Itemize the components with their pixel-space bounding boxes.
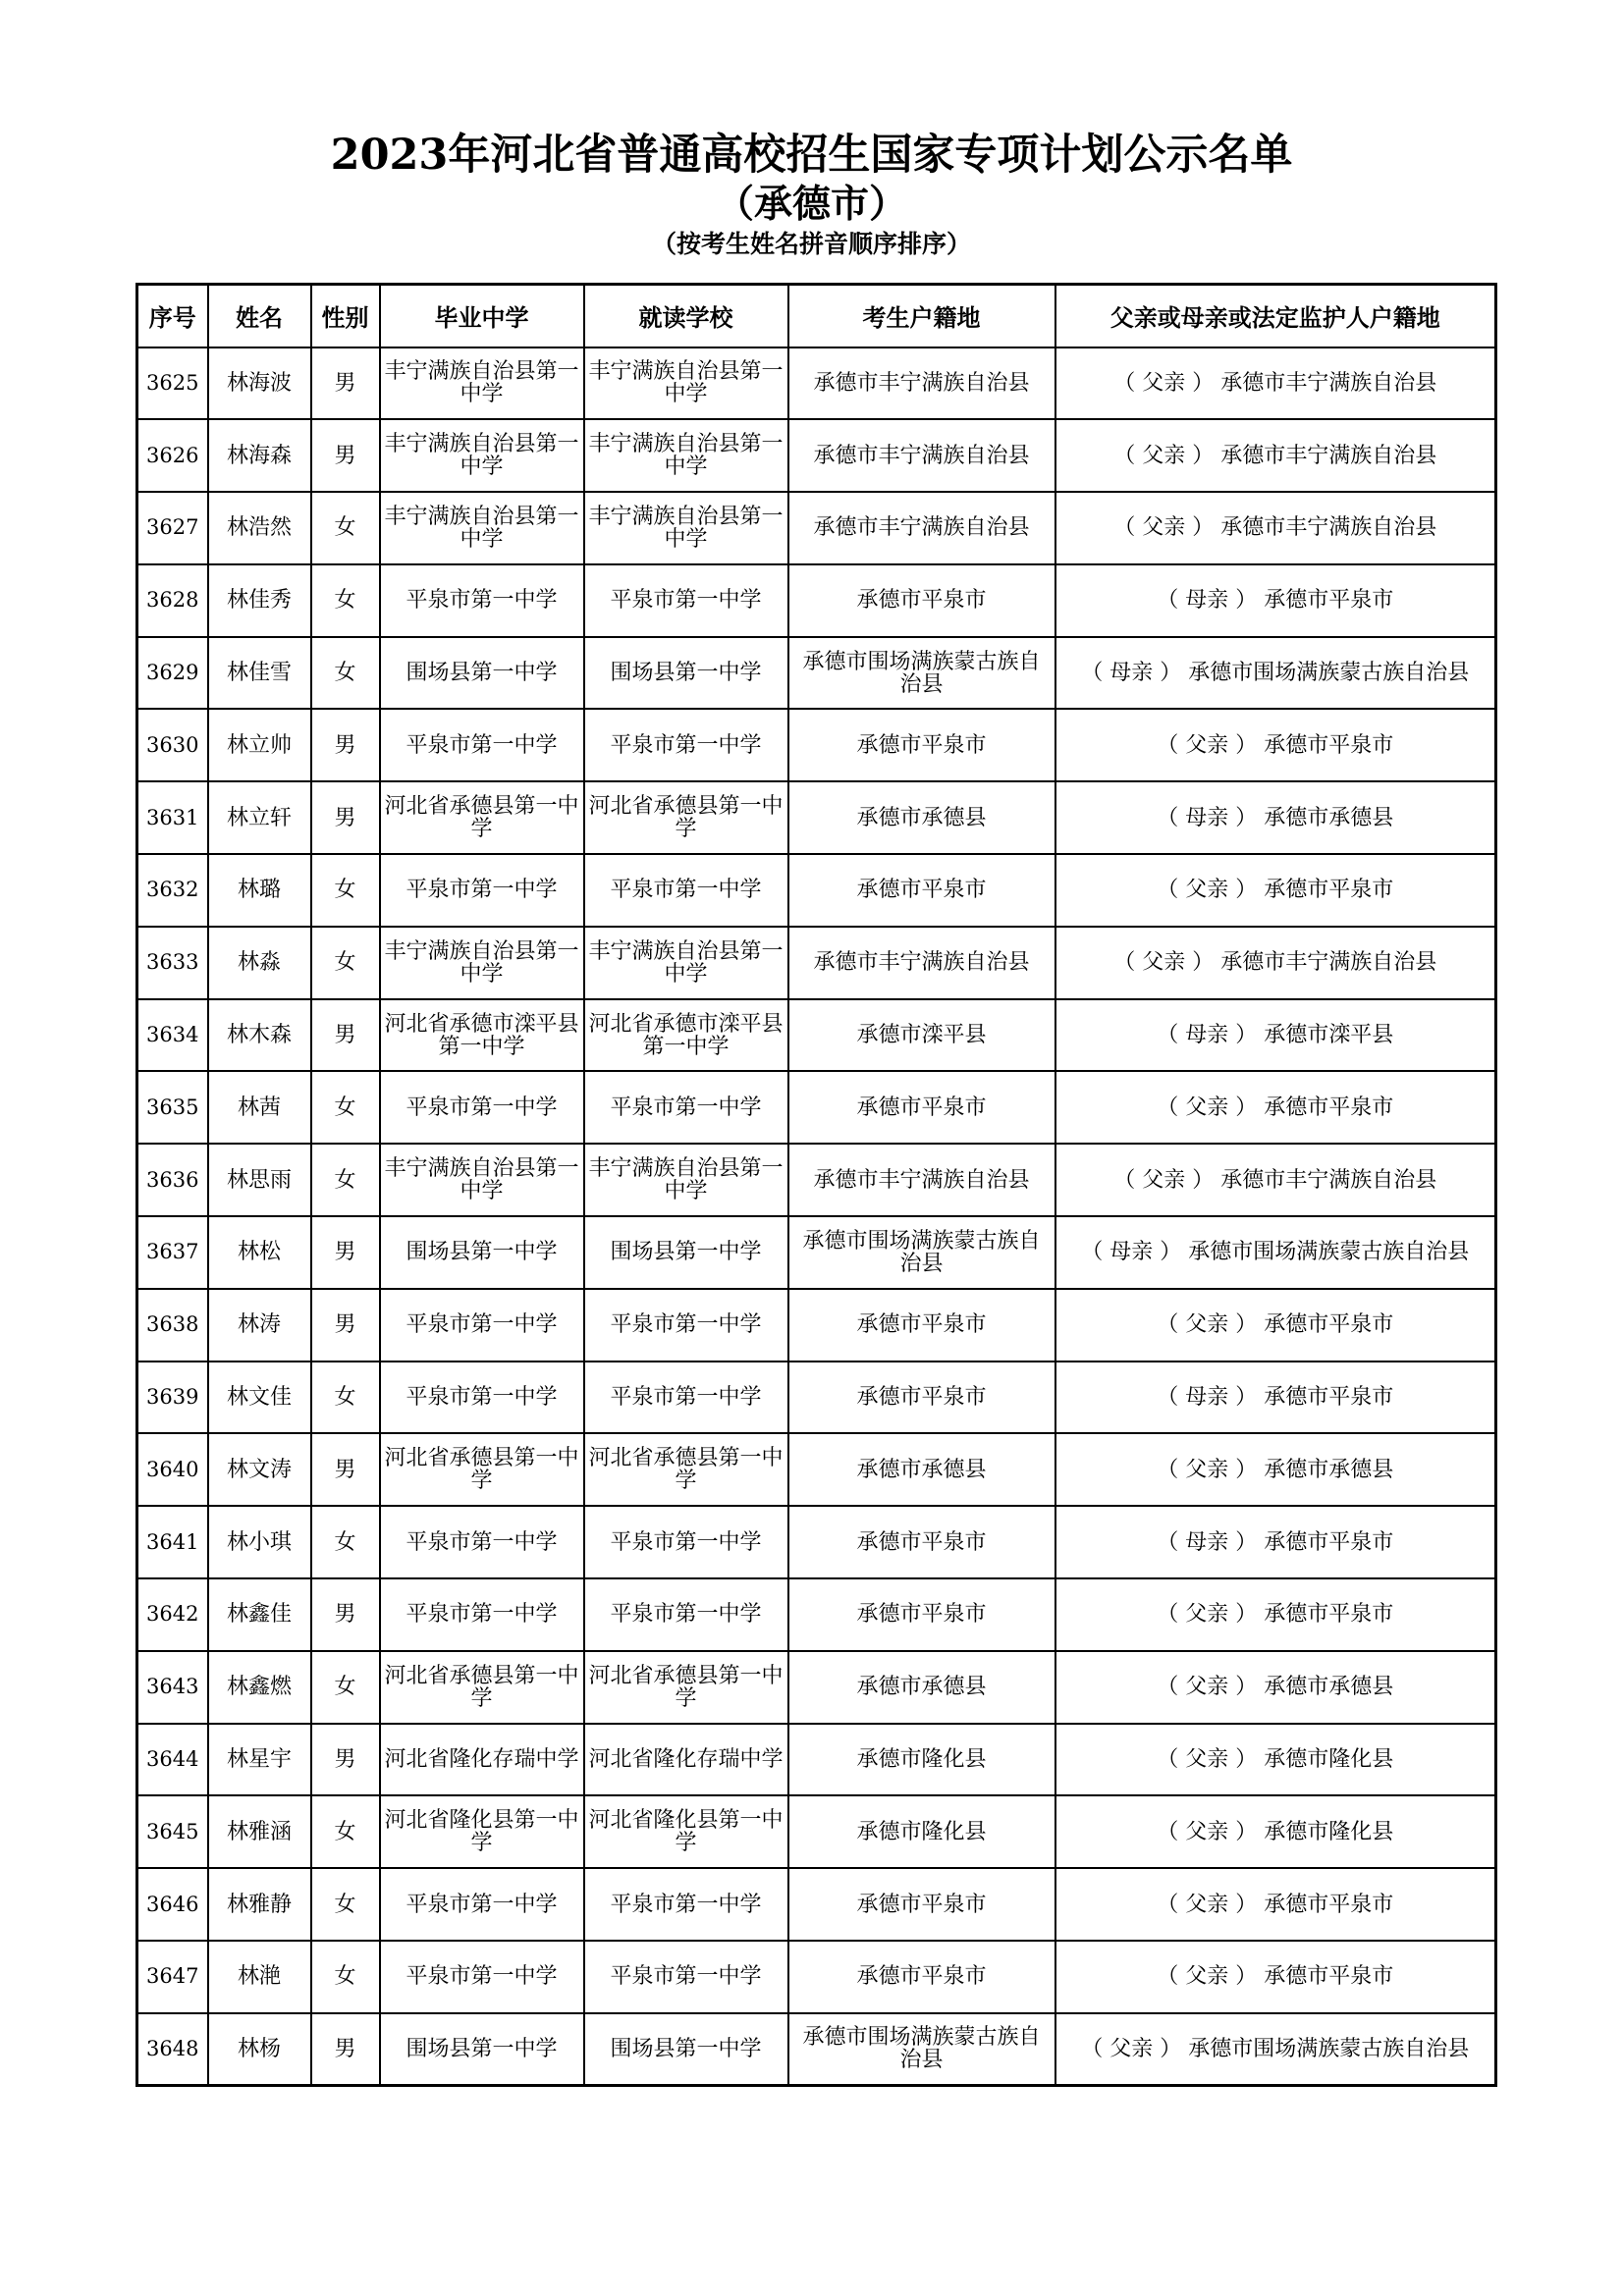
cell-student-hukou: 承德市围场满族蒙古族自治县 bbox=[788, 637, 1055, 710]
cell-student-hukou: 承德市平泉市 bbox=[788, 1941, 1055, 2013]
cell-graduation-school: 丰宁满族自治县第一中学 bbox=[380, 347, 584, 420]
cell-name: 林鑫佳 bbox=[208, 1578, 311, 1651]
cell-seq: 3636 bbox=[137, 1144, 208, 1216]
table-row bbox=[137, 1506, 1496, 1578]
cell-student-hukou: 承德市围场满族蒙古族自治县 bbox=[788, 1216, 1055, 1289]
cell-name: 林木森 bbox=[208, 999, 311, 1072]
cell-name: 林星宇 bbox=[208, 1724, 311, 1796]
cell-gender: 女 bbox=[311, 564, 380, 637]
cell-graduation-school: 丰宁满族自治县第一中学 bbox=[380, 1144, 584, 1216]
cell-graduation-school: 平泉市第一中学 bbox=[380, 1868, 584, 1941]
cell-name: 林海波 bbox=[208, 347, 311, 420]
cell-parent-hukou: （ 父亲 ） 承德市平泉市 bbox=[1055, 1578, 1496, 1651]
cell-graduation-school: 平泉市第一中学 bbox=[380, 709, 584, 781]
cell-gender: 男 bbox=[311, 1724, 380, 1796]
table-row bbox=[137, 419, 1496, 492]
cell-seq: 3642 bbox=[137, 1578, 208, 1651]
cell-current-school: 丰宁满族自治县第一中学 bbox=[584, 1144, 788, 1216]
cell-gender: 女 bbox=[311, 1941, 380, 2013]
cell-name: 林文涛 bbox=[208, 1433, 311, 1506]
cell-name: 林海森 bbox=[208, 419, 311, 492]
cell-current-school: 河北省承德市滦平县第一中学 bbox=[584, 999, 788, 1072]
cell-seq: 3628 bbox=[137, 564, 208, 637]
cell-parent-hukou: （ 母亲 ） 承德市平泉市 bbox=[1055, 1362, 1496, 1434]
cell-student-hukou: 承德市平泉市 bbox=[788, 564, 1055, 637]
table-row bbox=[137, 1578, 1496, 1651]
cell-gender: 女 bbox=[311, 1144, 380, 1216]
cell-current-school: 河北省承德县第一中学 bbox=[584, 1651, 788, 1724]
cell-student-hukou: 承德市滦平县 bbox=[788, 999, 1055, 1072]
cell-student-hukou: 承德市丰宁满族自治县 bbox=[788, 927, 1055, 999]
cell-current-school: 丰宁满族自治县第一中学 bbox=[584, 492, 788, 564]
cell-parent-hukou: （ 父亲 ） 承德市围场满族蒙古族自治县 bbox=[1055, 2013, 1496, 2086]
cell-gender: 女 bbox=[311, 854, 380, 927]
cell-graduation-school: 河北省承德县第一中学 bbox=[380, 1651, 584, 1724]
cell-graduation-school: 平泉市第一中学 bbox=[380, 1071, 584, 1144]
cell-name: 林璐 bbox=[208, 854, 311, 927]
cell-name: 林滟 bbox=[208, 1941, 311, 2013]
cell-gender: 女 bbox=[311, 927, 380, 999]
cell-graduation-school: 河北省承德市滦平县第一中学 bbox=[380, 999, 584, 1072]
cell-name: 林涛 bbox=[208, 1289, 311, 1362]
cell-gender: 女 bbox=[311, 492, 380, 564]
cell-seq: 3648 bbox=[137, 2013, 208, 2086]
cell-parent-hukou: （ 父亲 ） 承德市丰宁满族自治县 bbox=[1055, 492, 1496, 564]
cell-seq: 3629 bbox=[137, 637, 208, 710]
table-row bbox=[137, 781, 1496, 854]
header-name: 姓名 bbox=[208, 285, 311, 347]
cell-student-hukou: 承德市平泉市 bbox=[788, 854, 1055, 927]
cell-current-school: 河北省隆化县第一中学 bbox=[584, 1795, 788, 1868]
cell-parent-hukou: （ 父亲 ） 承德市平泉市 bbox=[1055, 854, 1496, 927]
table-row bbox=[137, 564, 1496, 637]
table-row bbox=[137, 1433, 1496, 1506]
cell-parent-hukou: （ 父亲 ） 承德市平泉市 bbox=[1055, 1071, 1496, 1144]
cell-graduation-school: 丰宁满族自治县第一中学 bbox=[380, 419, 584, 492]
cell-parent-hukou: （ 父亲 ） 承德市平泉市 bbox=[1055, 1868, 1496, 1941]
cell-parent-hukou: （ 母亲 ） 承德市承德县 bbox=[1055, 781, 1496, 854]
cell-seq: 3638 bbox=[137, 1289, 208, 1362]
cell-parent-hukou: （ 母亲 ） 承德市平泉市 bbox=[1055, 564, 1496, 637]
cell-name: 林淼 bbox=[208, 927, 311, 999]
cell-current-school: 平泉市第一中学 bbox=[584, 1289, 788, 1362]
cell-seq: 3640 bbox=[137, 1433, 208, 1506]
cell-name: 林文佳 bbox=[208, 1362, 311, 1434]
cell-parent-hukou: （ 父亲 ） 承德市丰宁满族自治县 bbox=[1055, 419, 1496, 492]
table-row bbox=[137, 1724, 1496, 1796]
cell-seq: 3637 bbox=[137, 1216, 208, 1289]
cell-current-school: 平泉市第一中学 bbox=[584, 1578, 788, 1651]
cell-gender: 男 bbox=[311, 1433, 380, 1506]
cell-seq: 3630 bbox=[137, 709, 208, 781]
cell-parent-hukou: （ 父亲 ） 承德市平泉市 bbox=[1055, 709, 1496, 781]
cell-gender: 男 bbox=[311, 709, 380, 781]
cell-seq: 3631 bbox=[137, 781, 208, 854]
cell-parent-hukou: （ 母亲 ） 承德市滦平县 bbox=[1055, 999, 1496, 1072]
cell-student-hukou: 承德市平泉市 bbox=[788, 1506, 1055, 1578]
cell-current-school: 河北省承德县第一中学 bbox=[584, 781, 788, 854]
cell-name: 林立帅 bbox=[208, 709, 311, 781]
cell-parent-hukou: （ 母亲 ） 承德市围场满族蒙古族自治县 bbox=[1055, 1216, 1496, 1289]
table-row bbox=[137, 1071, 1496, 1144]
cell-student-hukou: 承德市平泉市 bbox=[788, 1362, 1055, 1434]
cell-seq: 3639 bbox=[137, 1362, 208, 1434]
header-graduation-school: 毕业中学 bbox=[380, 285, 584, 347]
header-current-school: 就读学校 bbox=[584, 285, 788, 347]
cell-gender: 男 bbox=[311, 999, 380, 1072]
cell-current-school: 平泉市第一中学 bbox=[584, 854, 788, 927]
cell-graduation-school: 平泉市第一中学 bbox=[380, 1578, 584, 1651]
cell-student-hukou: 承德市平泉市 bbox=[788, 1578, 1055, 1651]
document-title: 2023年河北省普通高校招生国家专项计划公示名单 bbox=[330, 131, 1293, 180]
cell-parent-hukou: （ 父亲 ） 承德市丰宁满族自治县 bbox=[1055, 1144, 1496, 1216]
cell-gender: 男 bbox=[311, 1289, 380, 1362]
cell-seq: 3633 bbox=[137, 927, 208, 999]
cell-seq: 3627 bbox=[137, 492, 208, 564]
cell-student-hukou: 承德市丰宁满族自治县 bbox=[788, 492, 1055, 564]
cell-gender: 女 bbox=[311, 637, 380, 710]
cell-seq: 3644 bbox=[137, 1724, 208, 1796]
cell-parent-hukou: （ 母亲 ） 承德市平泉市 bbox=[1055, 1506, 1496, 1578]
cell-graduation-school: 围场县第一中学 bbox=[380, 2013, 584, 2086]
cell-graduation-school: 平泉市第一中学 bbox=[380, 1362, 584, 1434]
cell-current-school: 平泉市第一中学 bbox=[584, 564, 788, 637]
cell-name: 林佳雪 bbox=[208, 637, 311, 710]
cell-student-hukou: 承德市隆化县 bbox=[788, 1724, 1055, 1796]
cell-current-school: 平泉市第一中学 bbox=[584, 1071, 788, 1144]
cell-name: 林佳秀 bbox=[208, 564, 311, 637]
table-row bbox=[137, 1289, 1496, 1362]
table-row bbox=[137, 854, 1496, 927]
cell-graduation-school: 河北省承德县第一中学 bbox=[380, 781, 584, 854]
cell-current-school: 平泉市第一中学 bbox=[584, 1506, 788, 1578]
cell-name: 林鑫燃 bbox=[208, 1651, 311, 1724]
cell-gender: 男 bbox=[311, 347, 380, 420]
cell-student-hukou: 承德市平泉市 bbox=[788, 1071, 1055, 1144]
cell-student-hukou: 承德市丰宁满族自治县 bbox=[788, 347, 1055, 420]
cell-graduation-school: 平泉市第一中学 bbox=[380, 1941, 584, 2013]
cell-current-school: 河北省承德县第一中学 bbox=[584, 1433, 788, 1506]
cell-current-school: 丰宁满族自治县第一中学 bbox=[584, 347, 788, 420]
cell-graduation-school: 平泉市第一中学 bbox=[380, 564, 584, 637]
table-row bbox=[137, 492, 1496, 564]
cell-seq: 3647 bbox=[137, 1941, 208, 2013]
cell-name: 林小琪 bbox=[208, 1506, 311, 1578]
roster-table bbox=[135, 283, 1497, 2087]
cell-student-hukou: 承德市丰宁满族自治县 bbox=[788, 419, 1055, 492]
table-row bbox=[137, 1941, 1496, 2013]
cell-gender: 女 bbox=[311, 1651, 380, 1724]
cell-student-hukou: 承德市承德县 bbox=[788, 1433, 1055, 1506]
cell-graduation-school: 围场县第一中学 bbox=[380, 637, 584, 710]
cell-name: 林松 bbox=[208, 1216, 311, 1289]
cell-current-school: 平泉市第一中学 bbox=[584, 1941, 788, 2013]
cell-seq: 3626 bbox=[137, 419, 208, 492]
table-row bbox=[137, 1144, 1496, 1216]
table-row bbox=[137, 1362, 1496, 1434]
cell-name: 林思雨 bbox=[208, 1144, 311, 1216]
cell-graduation-school: 平泉市第一中学 bbox=[380, 1506, 584, 1578]
cell-student-hukou: 承德市围场满族蒙古族自治县 bbox=[788, 2013, 1055, 2086]
cell-parent-hukou: （ 父亲 ） 承德市丰宁满族自治县 bbox=[1055, 927, 1496, 999]
cell-gender: 女 bbox=[311, 1868, 380, 1941]
table-row bbox=[137, 637, 1496, 710]
cell-current-school: 围场县第一中学 bbox=[584, 2013, 788, 2086]
cell-graduation-school: 河北省隆化存瑞中学 bbox=[380, 1724, 584, 1796]
cell-current-school: 围场县第一中学 bbox=[584, 1216, 788, 1289]
header-seq: 序号 bbox=[137, 285, 208, 347]
table-row bbox=[137, 709, 1496, 781]
cell-graduation-school: 平泉市第一中学 bbox=[380, 854, 584, 927]
cell-name: 林杨 bbox=[208, 2013, 311, 2086]
table-row bbox=[137, 2013, 1496, 2086]
cell-current-school: 河北省隆化存瑞中学 bbox=[584, 1724, 788, 1796]
cell-graduation-school: 河北省承德县第一中学 bbox=[380, 1433, 584, 1506]
table-row bbox=[137, 1651, 1496, 1724]
cell-student-hukou: 承德市承德县 bbox=[788, 1651, 1055, 1724]
cell-seq: 3625 bbox=[137, 347, 208, 420]
cell-parent-hukou: （ 父亲 ） 承德市隆化县 bbox=[1055, 1795, 1496, 1868]
cell-seq: 3645 bbox=[137, 1795, 208, 1868]
cell-gender: 男 bbox=[311, 2013, 380, 2086]
cell-current-school: 平泉市第一中学 bbox=[584, 1362, 788, 1434]
cell-gender: 男 bbox=[311, 419, 380, 492]
cell-gender: 女 bbox=[311, 1362, 380, 1434]
cell-graduation-school: 围场县第一中学 bbox=[380, 1216, 584, 1289]
table-row bbox=[137, 927, 1496, 999]
cell-parent-hukou: （ 父亲 ） 承德市平泉市 bbox=[1055, 1289, 1496, 1362]
cell-gender: 男 bbox=[311, 1578, 380, 1651]
cell-parent-hukou: （ 父亲 ） 承德市平泉市 bbox=[1055, 1941, 1496, 2013]
cell-graduation-school: 丰宁满族自治县第一中学 bbox=[380, 492, 584, 564]
cell-seq: 3632 bbox=[137, 854, 208, 927]
cell-gender: 男 bbox=[311, 781, 380, 854]
cell-student-hukou: 承德市平泉市 bbox=[788, 1868, 1055, 1941]
table-row bbox=[137, 1868, 1496, 1941]
table-row bbox=[137, 1216, 1496, 1289]
document-subtitle-region: （承德市） bbox=[715, 182, 907, 227]
cell-parent-hukou: （ 母亲 ） 承德市围场满族蒙古族自治县 bbox=[1055, 637, 1496, 710]
cell-seq: 3634 bbox=[137, 999, 208, 1072]
cell-graduation-school: 平泉市第一中学 bbox=[380, 1289, 584, 1362]
cell-parent-hukou: （ 父亲 ） 承德市承德县 bbox=[1055, 1433, 1496, 1506]
cell-current-school: 平泉市第一中学 bbox=[584, 709, 788, 781]
cell-student-hukou: 承德市承德县 bbox=[788, 781, 1055, 854]
cell-gender: 女 bbox=[311, 1795, 380, 1868]
cell-seq: 3643 bbox=[137, 1651, 208, 1724]
cell-name: 林立轩 bbox=[208, 781, 311, 854]
cell-name: 林雅静 bbox=[208, 1868, 311, 1941]
cell-parent-hukou: （ 父亲 ） 承德市丰宁满族自治县 bbox=[1055, 347, 1496, 420]
cell-gender: 男 bbox=[311, 1216, 380, 1289]
cell-name: 林浩然 bbox=[208, 492, 311, 564]
cell-name: 林茜 bbox=[208, 1071, 311, 1144]
document-sort-note: （按考生姓名拼音顺序排序） bbox=[651, 230, 971, 258]
table-row bbox=[137, 1795, 1496, 1868]
cell-student-hukou: 承德市丰宁满族自治县 bbox=[788, 1144, 1055, 1216]
table-header-row bbox=[137, 285, 1496, 347]
cell-gender: 女 bbox=[311, 1506, 380, 1578]
cell-seq: 3635 bbox=[137, 1071, 208, 1144]
cell-name: 林雅涵 bbox=[208, 1795, 311, 1868]
cell-parent-hukou: （ 父亲 ） 承德市承德县 bbox=[1055, 1651, 1496, 1724]
cell-current-school: 平泉市第一中学 bbox=[584, 1868, 788, 1941]
table-row bbox=[137, 999, 1496, 1072]
cell-gender: 女 bbox=[311, 1071, 380, 1144]
header-gender: 性别 bbox=[311, 285, 380, 347]
cell-parent-hukou: （ 父亲 ） 承德市隆化县 bbox=[1055, 1724, 1496, 1796]
cell-student-hukou: 承德市平泉市 bbox=[788, 709, 1055, 781]
cell-seq: 3646 bbox=[137, 1868, 208, 1941]
cell-current-school: 丰宁满族自治县第一中学 bbox=[584, 927, 788, 999]
header-parent-hukou: 父亲或母亲或法定监护人户籍地 bbox=[1055, 285, 1496, 347]
cell-student-hukou: 承德市隆化县 bbox=[788, 1795, 1055, 1868]
cell-current-school: 丰宁满族自治县第一中学 bbox=[584, 419, 788, 492]
cell-seq: 3641 bbox=[137, 1506, 208, 1578]
header-student-hukou: 考生户籍地 bbox=[788, 285, 1055, 347]
table-row bbox=[137, 347, 1496, 420]
cell-graduation-school: 丰宁满族自治县第一中学 bbox=[380, 927, 584, 999]
cell-graduation-school: 河北省隆化县第一中学 bbox=[380, 1795, 584, 1868]
cell-student-hukou: 承德市平泉市 bbox=[788, 1289, 1055, 1362]
cell-current-school: 围场县第一中学 bbox=[584, 637, 788, 710]
